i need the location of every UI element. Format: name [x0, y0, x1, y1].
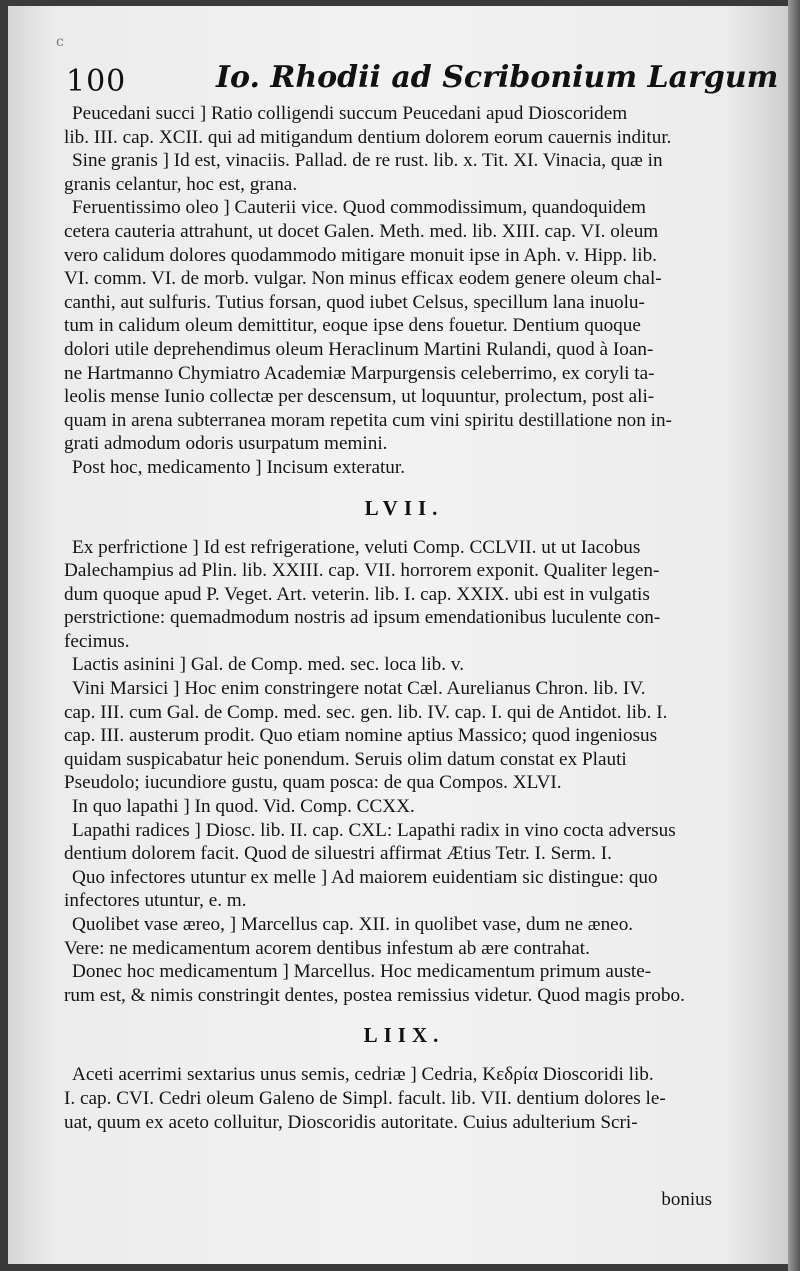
text-line: VI. comm. VI. de morb. vulgar. Non minus efficax eodem genere oleum chal-: [64, 268, 662, 290]
section-heading-lvii: LVII.: [364, 495, 444, 520]
section-heading-liix: LIIX.: [363, 1023, 445, 1048]
text-line: uat, quum ex aceto colluitur, Dioscoridis autoritate. Cuius adulterium Scri-: [64, 1111, 638, 1133]
text-line: ne Hartmanno Chymiatro Academiæ Marpurgensis celeberrimo, ex coryli ta-: [64, 362, 655, 384]
commentary-text: [64, 102, 744, 1134]
text-line: Vini Marsici ] Hoc enim constringere notat Cæl. Aurelianus Chron. lib. IV.: [72, 678, 646, 700]
text-line: tum in calidum oleum demittitur, eoque ipse dens fouetur. Dentium quoque: [64, 315, 641, 337]
text-line: Sine granis ] Id est, vinaciis. Pallad. de re rust. lib. x. Tit. XI. Vinacia, quæ in: [72, 150, 663, 172]
text-line: Post hoc, medicamento ] Incisum exteratur.: [72, 456, 406, 478]
text-line: I. cap. CVI. Cedri oleum Galeno de Simpl. facult. lib. VII. dentium dolores le-: [64, 1087, 666, 1109]
text-line: cap. III. cum Gal. de Comp. med. sec. gen. lib. IV. cap. I. qui de Antidot. lib. I.: [64, 701, 668, 723]
text-line: perstrictione: quemadmodum nostris ad ipsum emendationibus luculente con-: [64, 607, 661, 629]
text-line: Ex perfrictione ] Id est refrigeratione, veluti Comp. CCLVII. ut ut Iacobus: [72, 536, 641, 558]
text-line: Donec hoc medicamentum ] Marcellus. Hoc medicamentum primum auste-: [72, 961, 652, 983]
text-line: vero calidum dolores quodammodo mitigare monuit ipse in Aph. v. Hipp. lib.: [64, 244, 657, 266]
text-line: Feruentissimo oleo ] Cauterii vice. Quod commodissimum, quandoquidem: [72, 197, 646, 219]
text-line: canthi, aut sulfuris. Tutius forsan, quod iubet Celsus, specillum lana inuolu-: [64, 291, 645, 313]
text-line: cetera cauteria attrahunt, ut docet Galen. Meth. med. lib. XIII. cap. VI. oleum: [64, 220, 659, 242]
text-line: Quolibet vase æreo, ] Marcellus cap. XII. in quolibet vase, dum ne æneo.: [72, 914, 634, 935]
text-line: lib. III. cap. XCII. qui ad mitigandum dentium dolorem eorum cauernis inditur.: [64, 126, 672, 148]
catchword: bonius: [661, 1189, 712, 1210]
section-liix-notes: [64, 1063, 744, 1134]
book-page: [8, 6, 788, 1264]
page-header: [66, 58, 779, 102]
text-line: In quo lapathi ] In quod. Vid. Comp. CCXX.: [72, 796, 415, 818]
text-line: fecimus.: [64, 630, 130, 652]
text-line: rum est, & nimis constringit dentes, postea remissius videtur. Quod magis probo.: [64, 984, 685, 1006]
text-line: Pseudolo; iucundiore gustu, quam posca: de qua Compos. XLVI.: [64, 772, 562, 794]
page-number: 100: [66, 64, 127, 99]
text-line: dentium dolorem facit. Quod de siluestri affirmat Ætius Tetr. I. Serm. I.: [64, 843, 612, 865]
text-line: Vere: ne medicamentum acorem dentibus infestum ab ære contrahat.: [64, 937, 590, 959]
section-lvi-notes: [64, 102, 744, 480]
text-line: cap. III. austerum prodit. Quo etiam nomine aptius Massico; quod ingeniosus: [64, 725, 658, 747]
text-line: Dalechampius ad Plin. lib. XXIII. cap. VII. horrorem exponit. Qualiter legen-: [64, 560, 660, 582]
text-line: granis celantur, hoc est, grana.: [64, 173, 298, 195]
corner-mark: c: [56, 34, 64, 50]
text-line: dum quoque apud P. Veget. Art. veterin. lib. I. cap. XXIX. ubi est in vulgatis: [64, 583, 650, 605]
section-lvii-notes: [64, 536, 744, 1008]
text-line: quam in arena subterranea moram repetita cum vini spiritu destillatione non in-: [64, 409, 672, 431]
text-line: Quo infectores utuntur ex melle ] Ad maiorem euidentiam sic distingue: quo: [72, 866, 658, 888]
text-line: infectores utuntur, e. m.: [64, 890, 247, 912]
running-title: Io. Rhodii ad Scribonium Largum: [216, 60, 779, 95]
text-line: grati admodum odoris usurpatum memini.: [64, 433, 388, 455]
text-line: quidam suspicabatur heic ponendum. Seruis olim datum constat ex Plauti: [64, 748, 627, 770]
text-line: Peucedani succi ] Ratio colligendi succum Peucedani apud Dioscoridem: [72, 103, 628, 124]
book-edge-shadow: [788, 0, 800, 1271]
text-line: dolori utile deprehendimus oleum Heraclinum Martini Rulandi, quod à Ioan-: [64, 338, 654, 360]
text-line: leolis mense Iunio collectæ per descensum, ut loquuntur, prolectum, post ali-: [64, 386, 655, 408]
text-line: Lapathi radices ] Diosc. lib. II. cap. CXL: Lapathi radix in vino cocta adversus: [72, 819, 676, 841]
text-line: Aceti acerrimi sextarius unus semis, cedriæ ] Cedria, Κεδρία Dioscoridi lib.: [72, 1064, 654, 1086]
text-line: Lactis asinini ] Gal. de Comp. med. sec. loca lib. v.: [72, 654, 465, 676]
